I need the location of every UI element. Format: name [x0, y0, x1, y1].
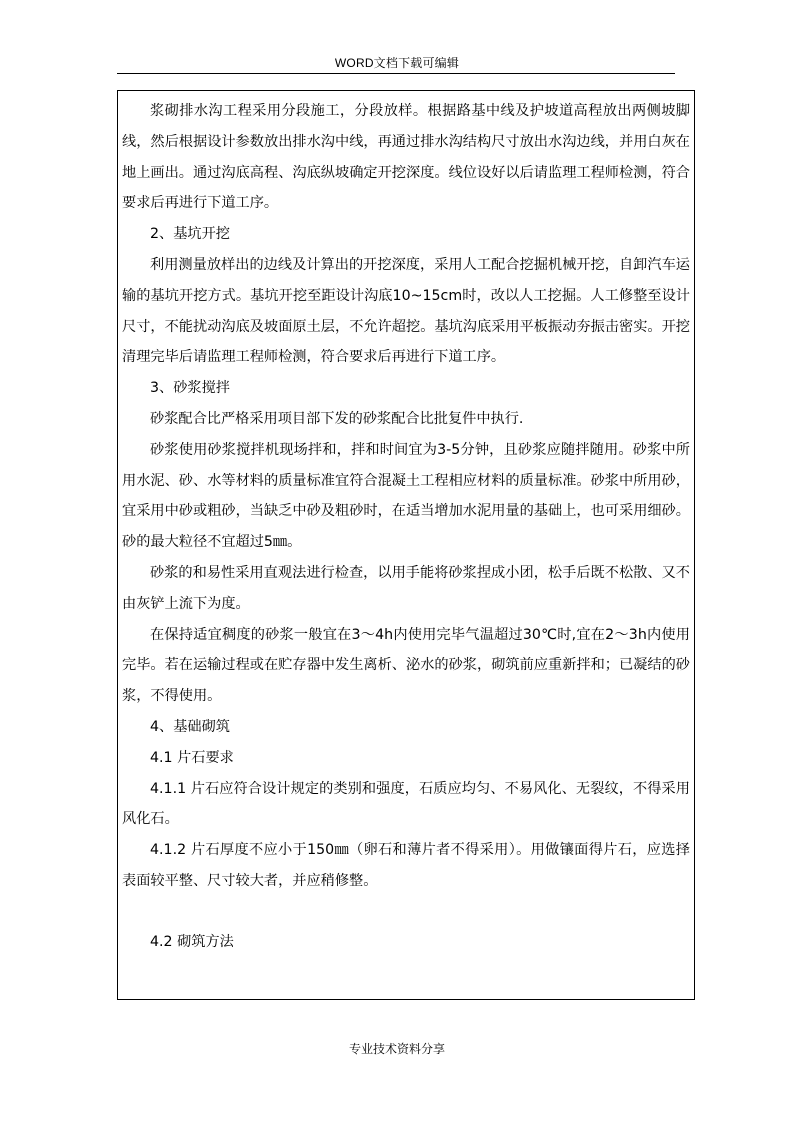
paragraph-mixing-materials: 砂浆使用砂浆搅拌机现场拌和，拌和时间宜为3-5分钟，且砂浆应随拌随用。砂浆中所用水泥、砂、水等材料的质量标准宜符合混凝土工程相应材料的质量标准。砂浆中所用砂，宜采用中砂或粗砂，当缺乏中砂及粗砂时，在适当增加水泥用量的基础上，也可采用细砂。砂的最大粒径不宜超过5㎜。	[122, 441, 690, 551]
heading-foundation-excavation: 2、基坑开挖	[150, 226, 230, 243]
paragraph-stone-quality: 4.1.1 片石应符合设计规定的类别和强度，石质应均匀、不易风化、无裂纹，不得采用风化石。	[122, 780, 690, 828]
heading-mortar-mixing: 3、砂浆搅拌	[150, 380, 230, 397]
page-header: WORD文档下载可编辑	[334, 56, 460, 70]
header-divider	[117, 73, 675, 74]
paragraph-excavation-method: 利用测量放样出的边线及计算出的开挖深度，采用人工配合挖掘机械开挖，自卸汽车运输的基坑开挖方式。基坑开挖至距设计沟底10~15cm时，改以人工挖掘。人工修整至设计尺寸，不能扰动沟底及坡面原土层，不允许超挖。基坑沟底采用平板振动夯振击密实。开挖清理完毕后请监理工程师检测，符合要求后再进行下道工序。	[122, 256, 690, 366]
heading-masonry-method: 4.2 砌筑方法	[150, 933, 234, 950]
paragraph-usage-time: 在保持适宜稠度的砂浆一般宜在3～4h内使用完毕气温超过30℃时,宜在2～3h内使用完毕。若在运输过程或在贮存器中发生离析、泌水的砂浆，砌筑前应重新拌和；已凝结的砂浆，不得使用。	[122, 626, 690, 705]
content-table-cell	[117, 90, 695, 1000]
document-body	[122, 96, 690, 958]
heading-foundation-masonry: 4、基础砌筑	[150, 718, 230, 735]
paragraph-workability: 砂浆的和易性采用直观法进行检查，以用手能将砂浆捏成小团，松手后既不松散、又不由灰铲上流下为度。	[122, 564, 690, 612]
paragraph-mix-ratio: 砂浆配合比严格采用项目部下发的砂浆配合比批复件中执行.	[150, 410, 524, 427]
paragraph-stone-thickness: 4.1.2 片石厚度不应小于150㎜（卵石和薄片者不得采用）。用做镶面得片石，应选择表面较平整、尺寸较大者，并应稍修整。	[122, 842, 690, 889]
heading-stone-requirements: 4.1 片石要求	[150, 749, 234, 766]
paragraph-layout-setting: 浆砌排水沟工程采用分段施工，分段放样。根据路基中线及护坡道高程放出两侧坡脚线，然后根据设计参数放出排水沟中线，再通过排水沟结构尺寸放出水沟边线，并用白灰在地上画出。通过沟底高程、沟底纵坡确定开挖深度。线位设好以后请监理工程师检测，符合要求后再进行下道工序。	[122, 103, 690, 212]
page-footer: 专业技术资料分享	[348, 1042, 445, 1056]
